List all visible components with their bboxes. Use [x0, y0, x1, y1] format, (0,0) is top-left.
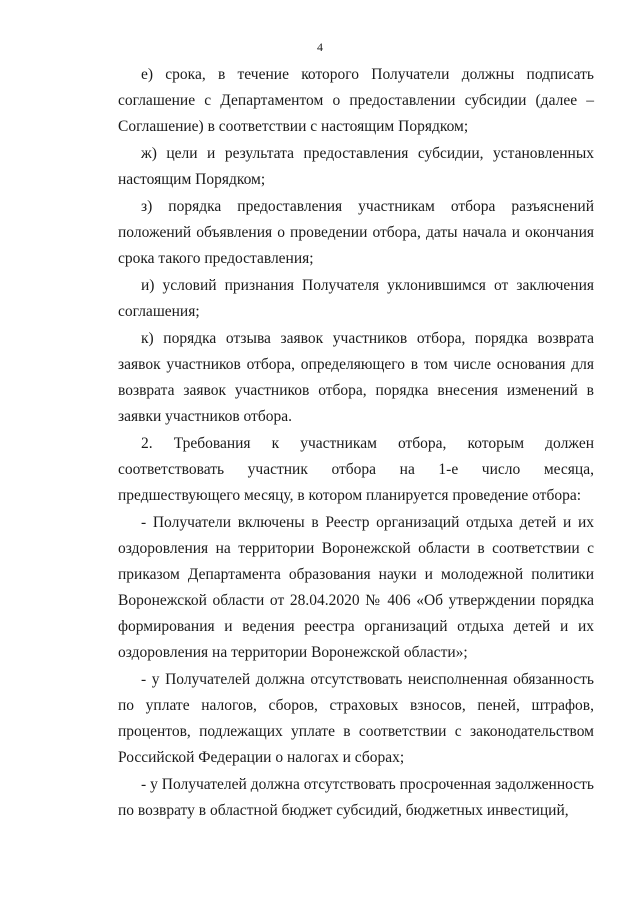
- page-number: 4: [317, 40, 323, 54]
- paragraph-item-z: з) порядка предоставления участникам отбора разъяснений положений объявления о проведении отбора, даты начала и окончания срока такого предоставления;: [118, 198, 594, 267]
- document-body: [118, 62, 594, 825]
- paragraph-requirement-registry: - Получатели включены в Реестр организаций отдыха детей и их оздоровления на территории Воронежской области в соответствии с приказом Департамента образования науки и молодежной политики Воронежской области от 28.04.2020 № 406 «Об утверждении порядка формирования и ведения реестра организаций отдыха детей и их оздоровления на территории Воронежской области»;: [118, 514, 594, 661]
- paragraph-item-i: и) условий признания Получателя уклонившимся от заключения соглашения;: [118, 277, 594, 321]
- paragraph-section-2: 2. Требования к участникам отбора, которым должен соответствовать участник отбора на 1-е число месяца, предшествующего месяцу, в котором планируется проведение отбора:: [118, 435, 594, 504]
- paragraph-requirement-debt: - у Получателей должна отсутствовать просроченная задолженность по возврату в областной бюджет субсидий, бюджетных инвестиций,: [118, 775, 594, 819]
- paragraph-item-k: к) порядка отзыва заявок участников отбора, порядка возврата заявок участников отбора, определяющего в том числе основания для возврата заявок участников отбора, порядка внесения изменений в заявки участников отбора.: [118, 330, 594, 425]
- paragraph-item-zh: ж) цели и результата предоставления субсидии, установленных настоящим Порядком;: [118, 145, 594, 188]
- paragraph-item-e: е) срока, в течение которого Получатели должны подписать соглашение с Департаментом о предоставлении субсидии (далее – Соглашение) в соответствии с настоящим Порядком;: [118, 66, 594, 135]
- paragraph-requirement-taxes: - у Получателей должна отсутствовать неисполненная обязанность по уплате налогов, сборов, страховых взносов, пеней, штрафов, процентов, подлежащих уплате в соответствии с законодательством Российской Федерации о налогах и сборах;: [118, 670, 594, 766]
